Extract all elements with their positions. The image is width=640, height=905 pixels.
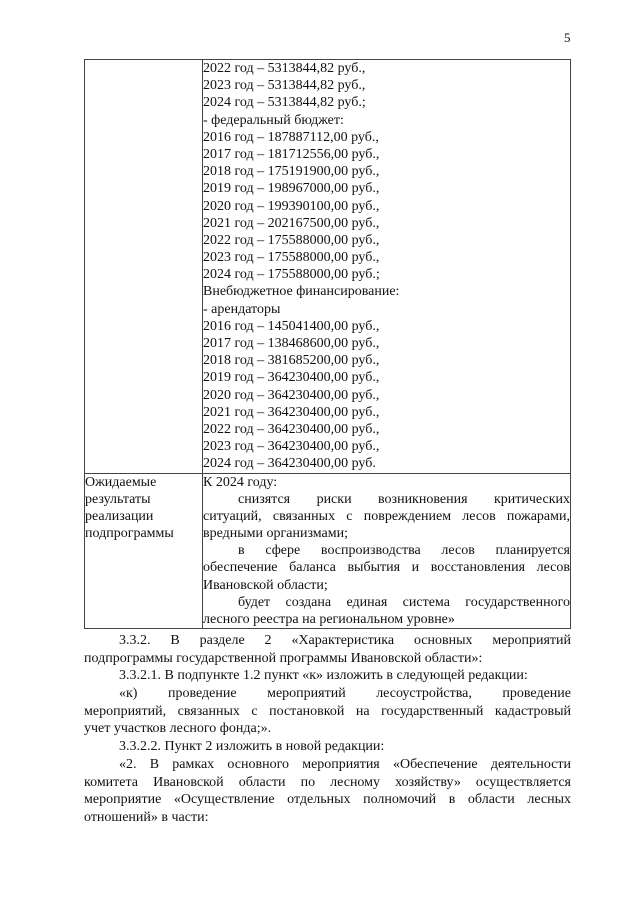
paragraph-item-k: [84, 685, 571, 738]
table-row-funding: [85, 60, 571, 474]
funding-line: 2016 год – 187887112,00 руб.,: [203, 129, 379, 145]
label-line: результаты: [85, 491, 151, 507]
funding-line: Внебюджетное финансирование:: [203, 284, 400, 300]
result-line: лесного реестра на региональном уровне»: [203, 612, 455, 627]
expected-results-label-cell: [85, 473, 203, 629]
funding-line: 2016 год – 145041400,00 руб.,: [203, 318, 380, 334]
result-line: ситуаций, связанных с повреждением лесов пожарами,: [203, 508, 570, 524]
paragraph-line: 3.3.2.2. Пункт 2 изложить в новой редакции:: [119, 739, 385, 754]
result-line: обеспечение баланса выбытия и восстановления лесов: [203, 560, 570, 576]
paragraph-line: подпрограммы государственной программы Ивановской области»:: [84, 650, 483, 666]
paragraph-3-3-2: [84, 632, 571, 667]
funding-line: 2022 год – 5313844,82 руб.,: [203, 61, 366, 76]
paragraph-line: «2. В рамках основного мероприятия «Обеспечение деятельности: [119, 757, 571, 772]
result-line: будет создана единая система государственного: [238, 594, 570, 610]
funding-line: 2019 год – 198967000,00 руб.,: [203, 181, 380, 197]
result-line: в сфере воспроизводства лесов планируется: [238, 543, 570, 559]
paragraph-line: учет участков лесного фонда;».: [84, 721, 272, 736]
funding-line: 2018 год – 175191900,00 руб.,: [203, 164, 380, 180]
label-line: реализации: [85, 508, 154, 524]
funding-line: 2024 год – 5313844,82 руб.;: [203, 95, 366, 111]
funding-line: 2021 год – 202167500,00 руб.,: [203, 215, 380, 231]
funding-line: 2023 год – 5313844,82 руб.,: [203, 78, 366, 94]
funding-line: 2019 год – 364230400,00 руб.,: [203, 370, 380, 386]
funding-line: 2020 год – 199390100,00 руб.,: [203, 198, 380, 214]
funding-table: [84, 59, 571, 629]
funding-line: 2017 год – 138468600,00 руб.,: [203, 336, 380, 351]
paragraph-line: «к) проведение мероприятий лесоустройства, проведение: [119, 686, 571, 701]
paragraph-line: комитета Ивановской области по лесному хозяйству» осуществляется: [84, 774, 571, 790]
paragraph-line: мероприятий, связанных с постановкой на государственный кадастровый: [84, 703, 571, 719]
funding-line: - арендаторы: [203, 301, 281, 317]
paragraph-line: мероприятие «Осуществление отдельных полномочий в области лесных: [84, 792, 571, 807]
result-line: снизятся риски возникновения критических: [238, 491, 570, 507]
funding-line: 2024 год – 364230400,00 руб.: [203, 456, 376, 472]
funding-line: 2017 год – 181712556,00 руб.,: [203, 146, 380, 162]
funding-line: 2018 год – 381685200,00 руб.,: [203, 353, 380, 369]
funding-line: 2023 год – 364230400,00 руб.,: [203, 439, 380, 455]
funding-values-cell: [203, 60, 571, 474]
result-line: К 2024 году:: [203, 474, 278, 490]
row-label-cell: [85, 60, 203, 474]
paragraph-line: 3.3.2.1. В подпункте 1.2 пункт «к» изложить в следующей редакции:: [119, 668, 528, 683]
funding-line: 2020 год – 364230400,00 руб.,: [203, 387, 380, 403]
funding-line: 2022 год – 364230400,00 руб.,: [203, 421, 380, 437]
label-line: подпрограммы: [85, 526, 174, 542]
table-row-results: [85, 473, 571, 629]
funding-line: 2023 год – 175588000,00 руб.,: [203, 250, 380, 266]
expected-results-cell: [203, 473, 571, 629]
paragraph-3-3-2-2: [84, 738, 571, 756]
funding-line: 2022 год – 175588000,00 руб.,: [203, 232, 380, 248]
paragraph-item-2: [84, 756, 571, 826]
funding-line: 2024 год – 175588000,00 руб.;: [203, 267, 380, 283]
paragraph-3-3-2-1: [84, 667, 571, 685]
page-number: 5: [564, 30, 571, 45]
funding-line: - федеральный бюджет:: [203, 112, 344, 128]
paragraph-line: отношений» в части:: [84, 809, 209, 825]
result-line: вредными организмами;: [203, 526, 349, 542]
label-line: Ожидаемые: [85, 474, 157, 490]
result-line: Ивановской области;: [203, 577, 328, 593]
funding-line: 2021 год – 364230400,00 руб.,: [203, 404, 380, 420]
paragraph-line: 3.3.2. В разделе 2 «Характеристика основных мероприятий: [119, 633, 571, 648]
